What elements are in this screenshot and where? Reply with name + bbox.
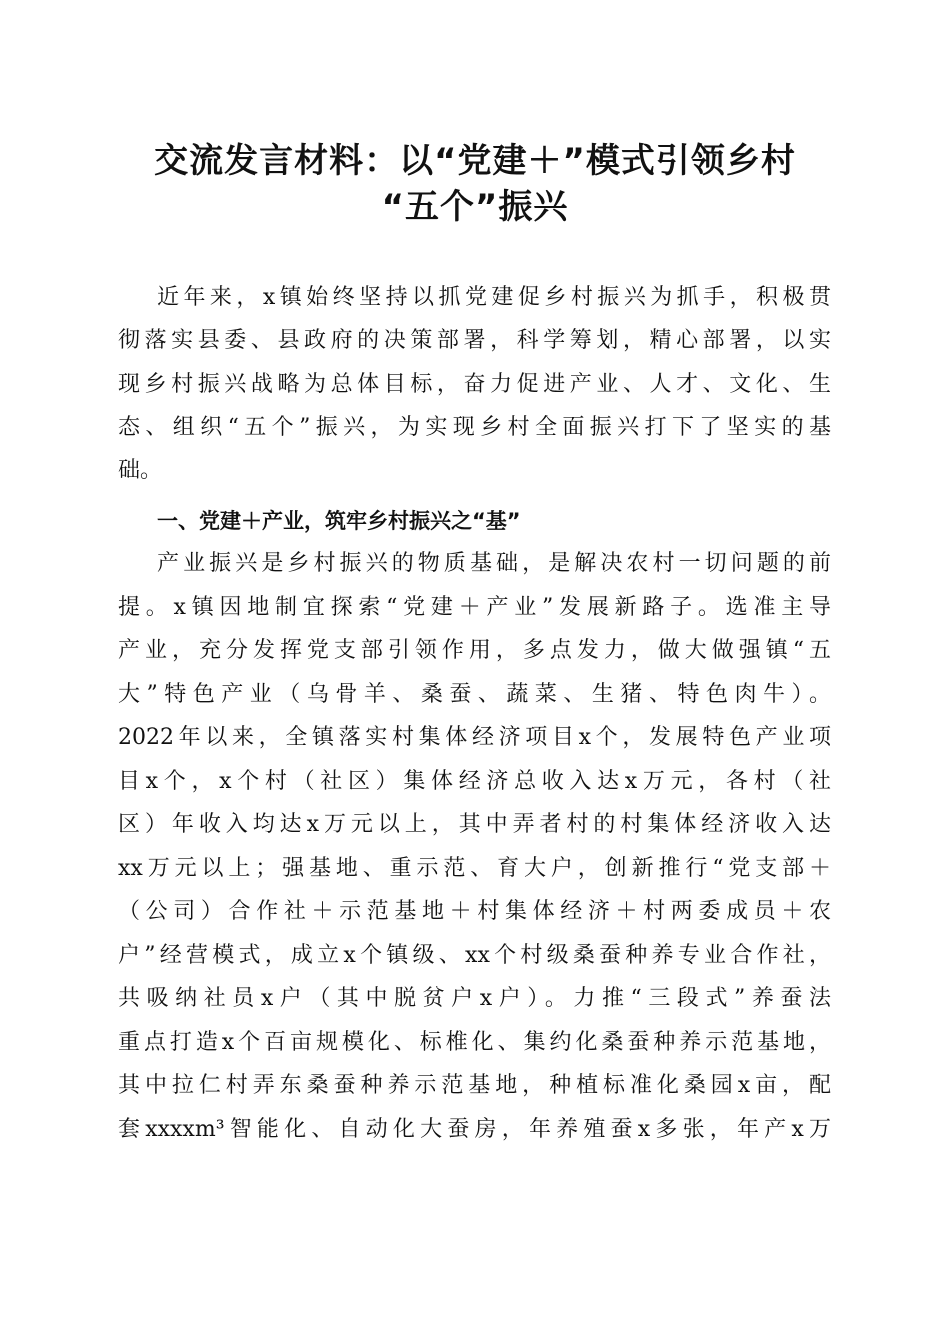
- paragraph-line: 户”经营模式，成立x个镇级、xx个村级桑蚕种养专业合作社，: [118, 943, 831, 968]
- paragraph-line: 重点打造x个百亩规模化、标椎化、集约化桑蚕种养示范基地，: [118, 1030, 831, 1055]
- paragraph-line: 近年来，x镇始终坚持以抓党建促乡村振兴为抓手，积极贯: [157, 285, 831, 310]
- paragraph-line: 提。x镇因地制宜探索“党建＋产业”发展新路子。选准主导: [118, 595, 831, 620]
- paragraph-line: 大”特色产业（乌骨羊、桑蚕、蔬菜、生猪、特色肉牛）。: [118, 682, 831, 707]
- paragraph-line: 目x个，x个村（社区）集体经济总收入达x万元，各村（社: [118, 769, 831, 794]
- paragraph-line: 础。: [118, 458, 163, 483]
- document-title-line-2: “五个”振兴: [381, 187, 569, 227]
- paragraph-line: 产业，充分发挥党支部引领作用，多点发力，做大做强镇“五: [118, 638, 831, 663]
- paragraph-line: 现乡村振兴战略为总体目标，奋力促进产业、人才、文化、生: [118, 372, 831, 397]
- paragraph-line: 套xxxxm³智能化、自动化大蚕房，年养殖蚕x多张，年产x万: [118, 1117, 831, 1142]
- paragraph-line: 彻落实县委、县政府的决策部署，科学筹划，精心部署，以实: [118, 328, 831, 353]
- paragraph-line: 2022年以来，全镇落实村集体经济项目x个，发展特色产业项: [118, 725, 831, 750]
- section-heading: 一、党建＋产业，筑牢乡村振兴之“基”: [157, 509, 521, 533]
- paragraph-line: （公司）合作社＋示范基地＋村集体经济＋村两委成员＋农: [118, 899, 831, 924]
- document-title-line-1: 交流发言材料：以“党建＋”模式引领乡村: [154, 141, 796, 181]
- paragraph-line: 其中拉仁村弄东桑蚕种养示范基地，种植标准化桑园x亩，配: [118, 1073, 831, 1098]
- paragraph-line: xx万元以上；强基地、重示范、育大户，创新推行“党支部＋: [118, 856, 831, 881]
- paragraph-line: 态、组织“五个”振兴，为实现乡村全面振兴打下了坚实的基: [118, 415, 831, 440]
- paragraph-line: 共吸纳社员x户（其中脱贫户x户）。力推“三段式”养蚕法: [118, 986, 831, 1011]
- paragraph-line: 区）年收入均达x万元以上，其中弄者村的村集体经济收入达: [118, 812, 831, 837]
- paragraph-line: 产业振兴是乡村振兴的物质基础，是解决农村一切问题的前: [157, 551, 831, 576]
